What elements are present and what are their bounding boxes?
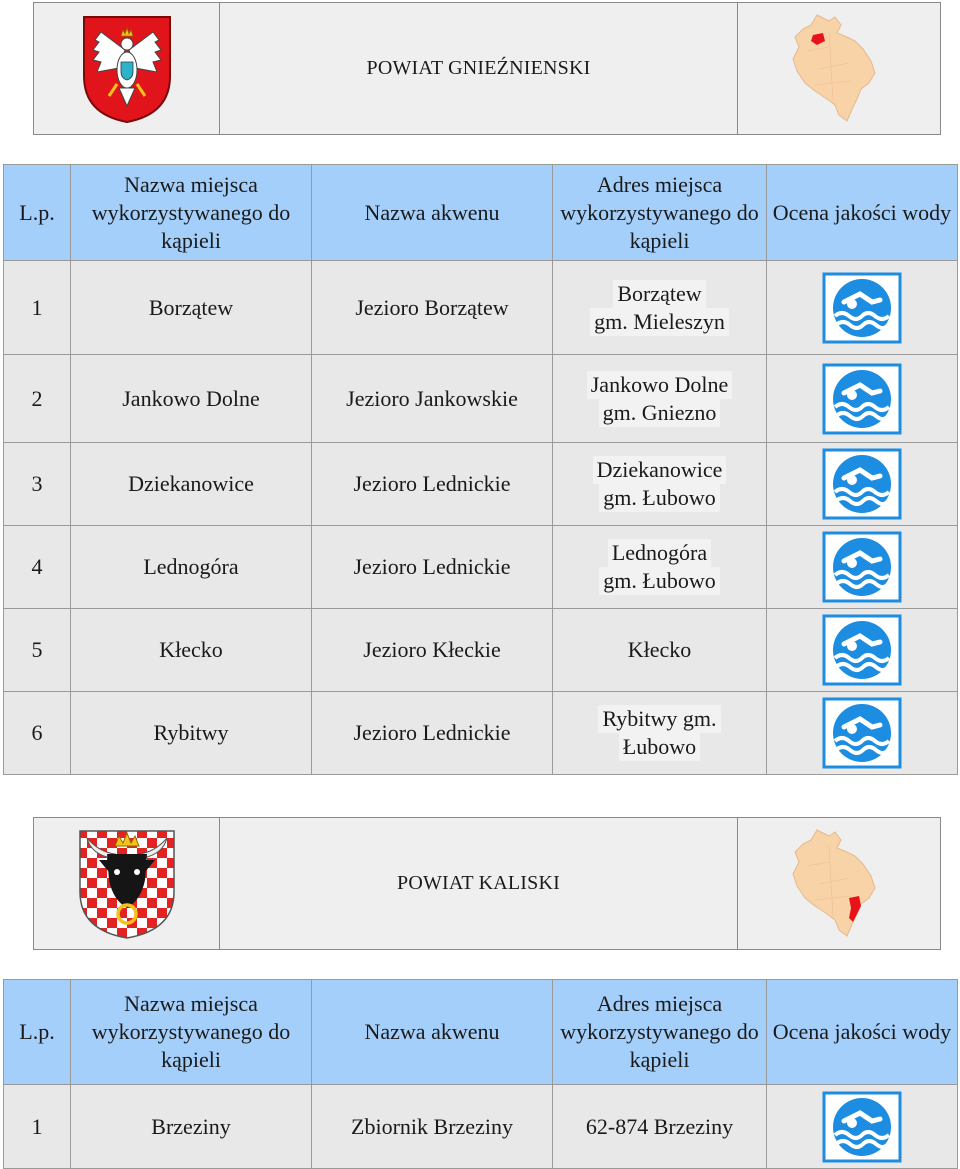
cell-lp: 4: [4, 526, 71, 609]
address-line-2: Łubowo: [619, 733, 700, 761]
cell-place: Kłecko: [71, 609, 312, 692]
cell-place: Jankowo Dolne: [71, 355, 312, 443]
cell-quality: [767, 355, 958, 443]
header-water: Nazwa akwenu: [312, 165, 553, 261]
table-row: [4, 443, 958, 526]
swimming-quality-icon: [822, 363, 902, 435]
cell-water: Jezioro Lednickie: [312, 692, 553, 775]
cell-address: [553, 355, 767, 443]
header-water: Nazwa akwenu: [312, 980, 553, 1085]
address-line-2: gm. Łubowo: [599, 484, 719, 512]
cell-place: Brzeziny: [71, 1085, 312, 1169]
table-row: [4, 355, 958, 443]
cell-address: [553, 261, 767, 355]
cell-water: Zbiornik Brzeziny: [312, 1085, 553, 1169]
cell-lp: 1: [4, 261, 71, 355]
header-place: Nazwa miejsca wykorzystywanego do kąpieli: [71, 165, 312, 261]
cell-quality: [767, 443, 958, 526]
address-line-1: 62-874 Brzeziny: [585, 1113, 734, 1139]
cell-water: Jezioro Kłeckie: [312, 609, 553, 692]
swimming-quality-icon: [822, 531, 902, 603]
address-line-1: Lednogóra: [608, 539, 711, 567]
header-address: Adres miejsca wykorzystywanego do kąpieli: [553, 165, 767, 261]
header-place: Nazwa miejsca wykorzystywanego do kąpieli: [71, 980, 312, 1085]
cell-lp: 1: [4, 1085, 71, 1169]
cell-address: [553, 692, 767, 775]
header-quality: Ocena jakości wody: [767, 980, 958, 1085]
cell-address: [553, 1085, 767, 1169]
address-line-1: Rybitwy gm.: [598, 705, 720, 733]
swimming-quality-icon: [822, 272, 902, 344]
cell-water: Jezioro Jankowskie: [312, 355, 553, 443]
crest-cell: [34, 3, 220, 134]
header-lp: L.p.: [4, 165, 71, 261]
eagle-crest-icon: [81, 14, 173, 124]
table-row: [4, 692, 958, 775]
cell-water: Jezioro Lednickie: [312, 443, 553, 526]
cell-water: Jezioro Borzątew: [312, 261, 553, 355]
crest-cell: [34, 818, 220, 949]
swimming-quality-icon: [822, 614, 902, 686]
cell-lp: 6: [4, 692, 71, 775]
district-banner-gniezno: [33, 2, 941, 135]
cell-quality: [767, 526, 958, 609]
cell-quality: [767, 1085, 958, 1169]
address-line-2: gm. Mieleszyn: [590, 308, 729, 336]
address-line-1: Borzątew: [613, 280, 705, 308]
cell-place: Borzątew: [71, 261, 312, 355]
cell-quality: [767, 609, 958, 692]
cell-address: [553, 526, 767, 609]
swimming-quality-icon: [822, 697, 902, 769]
cell-lp: 5: [4, 609, 71, 692]
header-quality: Ocena jakości wody: [767, 165, 958, 261]
cell-lp: 3: [4, 443, 71, 526]
bathing-sites-table-gniezno: [3, 164, 958, 775]
address-line-2: gm. Gniezno: [599, 399, 721, 427]
table-row: [4, 1085, 958, 1169]
swimming-quality-icon: [822, 1091, 902, 1163]
swimming-quality-icon: [822, 448, 902, 520]
table-header-row: [4, 980, 958, 1085]
cell-address: [553, 443, 767, 526]
address-line-1: Kłecko: [627, 637, 692, 662]
cell-quality: [767, 261, 958, 355]
map-cell: [738, 818, 940, 949]
table-row: [4, 609, 958, 692]
voivodeship-map-icon: [789, 826, 889, 942]
table-row: [4, 261, 958, 355]
bathing-sites-table-kalisz: [3, 979, 958, 1169]
cell-lp: 2: [4, 355, 71, 443]
bull-head-crest-icon: [77, 828, 177, 940]
address-line-2: gm. Łubowo: [599, 567, 719, 595]
voivodeship-map-icon: [789, 11, 889, 127]
cell-place: Dziekanowice: [71, 443, 312, 526]
district-title: POWIAT KALISKI: [220, 818, 738, 949]
district-title: POWIAT GNIEŹNIENSKI: [220, 3, 738, 134]
address-line-1: Jankowo Dolne: [587, 371, 732, 399]
header-address: Adres miejsca wykorzystywanego do kąpieli: [553, 980, 767, 1085]
cell-quality: [767, 692, 958, 775]
cell-place: Lednogóra: [71, 526, 312, 609]
district-banner-kalisz: [33, 817, 941, 950]
table-header-row: [4, 165, 958, 261]
table-row: [4, 526, 958, 609]
address-line-1: Dziekanowice: [593, 456, 727, 484]
cell-place: Rybitwy: [71, 692, 312, 775]
cell-water: Jezioro Lednickie: [312, 526, 553, 609]
cell-address: [553, 609, 767, 692]
header-lp: L.p.: [4, 980, 71, 1085]
map-cell: [738, 3, 940, 134]
